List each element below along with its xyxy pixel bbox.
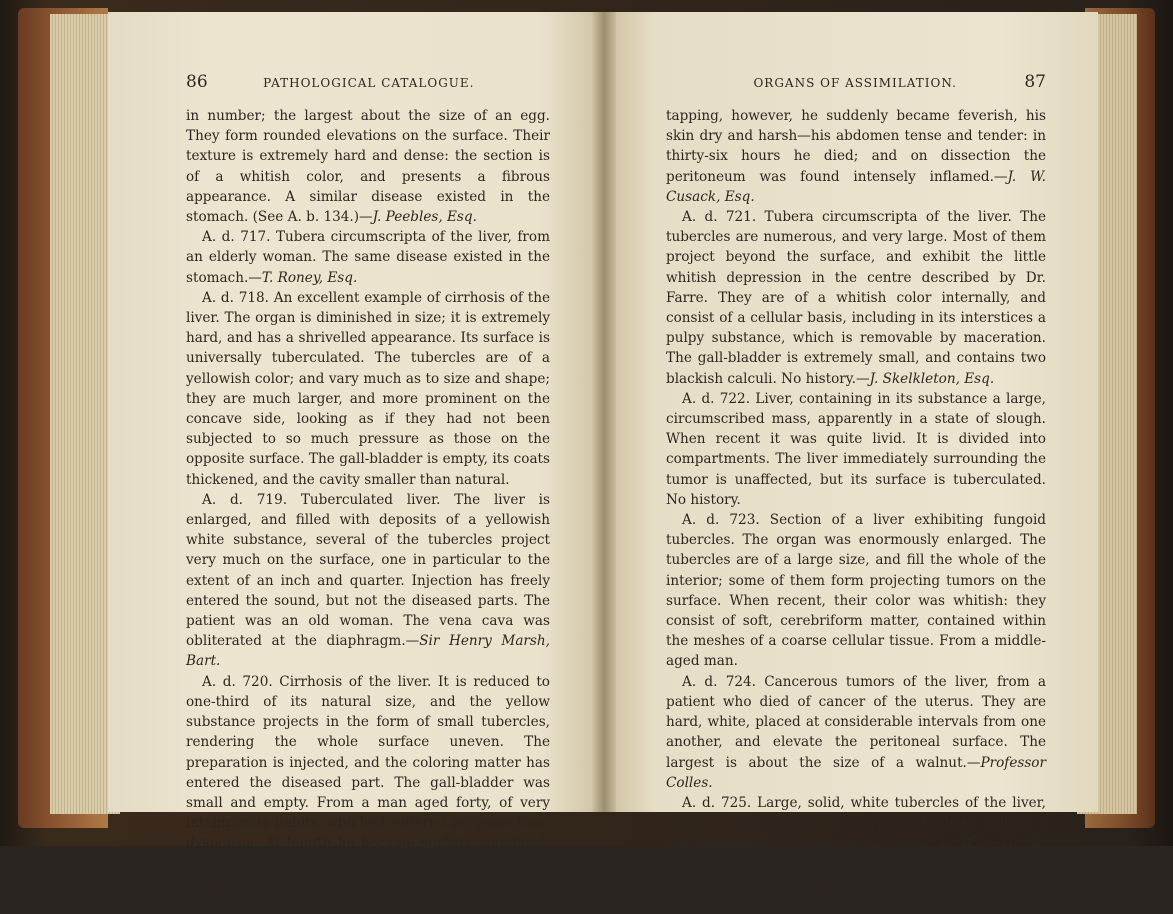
paragraph: A. d. 722. Liver, containing in its substance a large, circumscribed mass, apparently in a state of slough. When recent it was quite livid. It is divided into compartments. The liver immediately surrounding the tumor is unaffected, but its surface is tuberculated. No history. [666,390,1046,508]
left-running-head [186,72,550,92]
attribution: J. W. Cusack, Esq. [666,168,1047,205]
paragraph: A. d. 724. Cancerous tumors of the liver, from a patient who died of cancer of the uterus. They are hard, white, placed at considerable intervals from one another, and elevate the peritoneal surface. The largest is about the size of a walnut.—Professor Colles. [666,673,1046,791]
paragraph: A. d. 726. Common tubercle of the liver, from a middle aged man of intemperate habits. [666,875,1046,912]
book-gutter [592,12,616,812]
left-running-title: PATHOLOGICAL CATALOGUE. [263,76,475,90]
left-page-number: 86 [186,72,208,92]
attribution: J. Skelkleton, Esq. [869,370,995,387]
right-running-head [666,72,1046,92]
paragraph: A. d. 721. Tubera circumscripta of the liver. The tubercles are numerous, and very large. Most of them project beyond the surface, and exhibit the little whitish depression in the centre described by Dr. Farre. They are of a whitish color internally, and consist of a cellular basis, including in its interstices a pulpy substance, which is removable by maceration. The gall-bladder is extremely small, and contains two blackish calculi. No history.—J. Skelkleton, Esq. [666,209,1046,387]
attribution: T. Roney, Esq. [261,269,358,286]
right-page-number: 87 [1024,72,1046,92]
attribution: J. Peebles, Esq. [372,209,477,226]
attribution: Sir Henry Marsh, Bart. [186,633,550,670]
paragraph: A. d. 720. Cirrhosis of the liver. It is reduced to one-third of its natural size, and the yellow substance projects in the form of small tubercles, rendering the whole surface uneven. The preparation is injected, and the coloring matter has entered the diseased part. The gall-bladder was small and empty. From a man aged forty, of very intemperate habits, who had suffered for years from dyspepsia. At length he became slightly jaundiced, and his abdomen began to swell; at the end of a year he was tapped. The fluid re-accumulated and was again drawn off. After the second [186,673,550,912]
paragraph: tapping, however, he suddenly became feverish, his skin dry and harsh—his abdomen tense and tender: in thirty-six hours he died; and on dissection the peritoneum was found intensely inflamed.—J. W. Cusack, Esq. [666,108,1047,205]
paragraph: A. d. 717. Tubera circumscripta of the liver, from an elderly woman. The same disease existed in the stomach.—T. Roney, Esq. [186,229,550,286]
paragraph: in number; the largest about the size of an egg. They form rounded elevations on the surface. Their texture is extremely hard and dense: the section is of a whitish color, and presents a fibrous appearance. A similar disease existed in the stomach. (See A. b. 134.)—J. Peebles, Esq. [186,108,550,226]
left-page-text [186,106,550,914]
left-page [108,12,600,912]
attribution: Professor Colles. [666,754,1046,791]
paragraph: A. d. 723. Section of a liver exhibiting fungoid tubercles. The organ was enormously enlarged. The tubercles are of a large size, and fill the whole of the interior; some of them form projecting tumors on the surface. When recent, their color was whitish: they consist of soft, cerebriform matter, contained within the meshes of a coarse cellular tissue. From a middle-aged man. [666,512,1046,670]
right-page-text [666,106,1046,914]
right-running-title: ORGANS OF ASSIMILATION. [753,76,957,90]
right-page [604,12,1098,912]
paragraph: A. d. 725. Large, solid, white tubercles of the liver, from a subject, to the upper part of whose kidney, a fungoid tumor was attached. (See F. a. 85).—Dr. N. Adams. [666,794,1046,872]
attribution: Dr. N. Adams. [666,835,1046,872]
paragraph: A. d. 718. An excellent example of cirrhosis of the liver. The organ is diminished in size; it is extremely hard, and has a shrivelled appearance. Its surface is universally tuberculated. The tubercles are of a yellowish color; and vary much as to size and shape; they are much larger, and more prominent on the concave side, looking as if they had not been subjected to so much pressure as those on the opposite surface. The gall-bladder is empty, its coats thickened, and the cavity smaller than natural. [186,289,550,488]
paragraph: A. d. 719. Tuberculated liver. The liver is enlarged, and filled with deposits of a yellowish white substance, several of the tubercles project very much on the surface, one in particular to the extent of an inch and quarter. Injection has freely entered the sound, but not the diseased parts. The patient was an old woman. The vena cava was obliterated at the diaphragm.—Sir Henry Marsh, Bart. [186,491,550,670]
